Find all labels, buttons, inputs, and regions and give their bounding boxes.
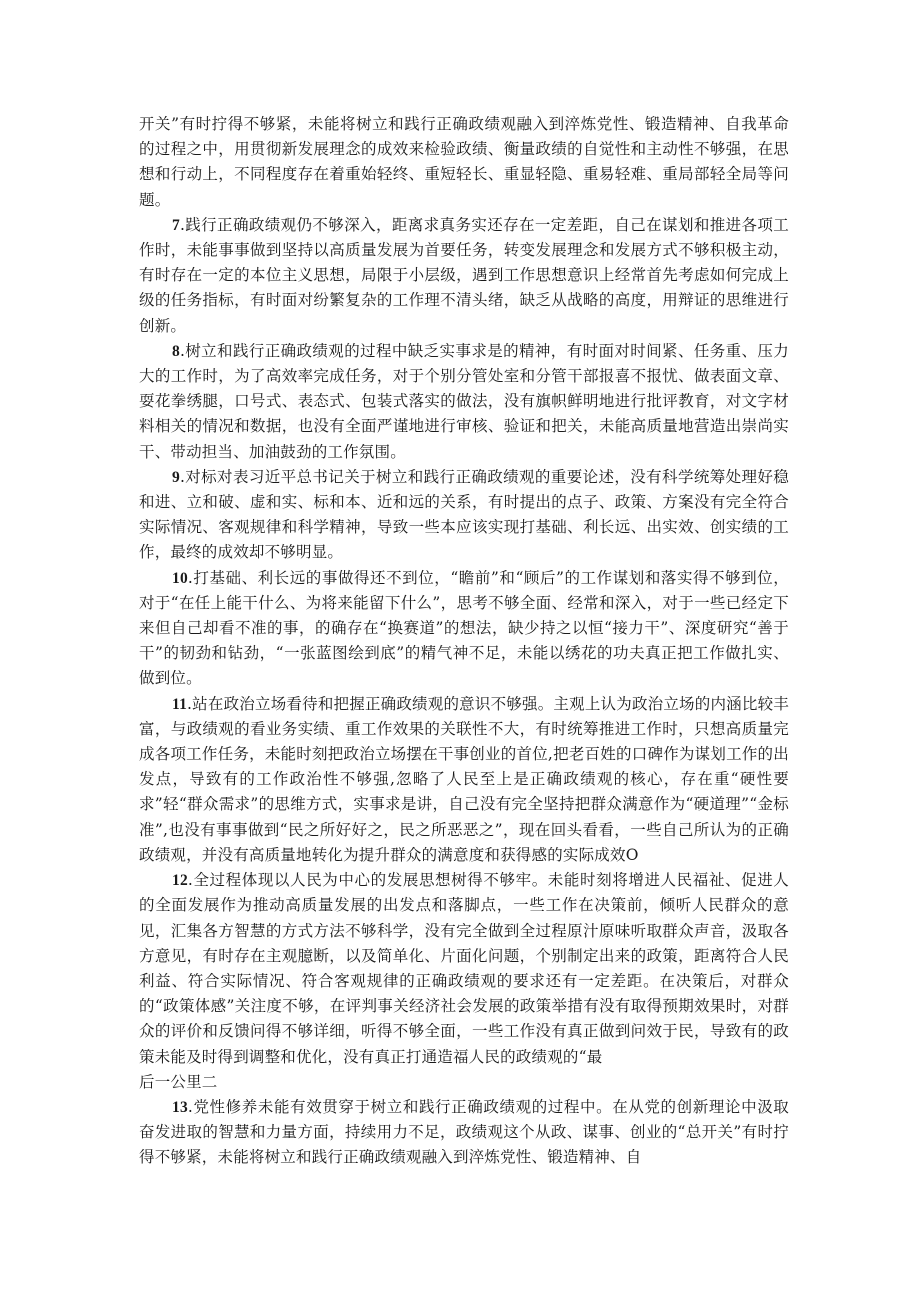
paragraph-fragment — [139, 1070, 789, 1095]
paragraph-number: 11 — [172, 695, 188, 713]
paragraph-text: .对标对表习近平总书记关于树立和践行正确政绩观的重要论述，没有科学统筹处理好稳和进、立和破、虚和实、标和本、近和远的关系，有时提出的点子、政策、方案没有完全符合实际情况、客观规律和科学精神，导致一些本应该实现打基础、利长远、出实效、创实绩的工作，最终的成效却不够明显。 — [139, 467, 789, 562]
paragraph-text: .树立和践行正确政绩观的过程中缺乏实事求是的精神，有时面对时间紧、任务重、压力大的工作时，为了高效率完成任务，对于个别分管处室和分管干部报喜不报忧、做表面文章、耍花拳绣腿，口号式、表态式、包装式落实的做法，没有旗帜鲜明地进行批评教育，对文字材料相关的情况和数据，也没有全面严谨地进行审核、验证和把关，未能高质量地营造出崇尚实干、带动担当、加油鼓劲的工作氛围。 — [139, 341, 789, 461]
paragraph-12 — [139, 868, 789, 1070]
paragraph-number: 7 — [172, 216, 180, 234]
paragraph-continued — [139, 112, 789, 213]
paragraph-11 — [139, 692, 789, 868]
paragraph-text: 开关”有时拧得不够紧，未能将树立和践行正确政绩观融入到淬炼党性、锻造精神、自我革命的过程之中，用贯彻新发展理念的成效来检验政绩、衡量政绩的自觉性和主动性不够强，在思想和行动上，不同程度存在着重始轻终、重短轻长、重显轻隐、重易轻难、重局部轻全局等问题。 — [139, 115, 789, 209]
paragraph-number: 10 — [172, 569, 188, 587]
paragraph-text: .践行正确政绩观仍不够深入，距离求真务实还存在一定差距，自己在谋划和推进各项工作时，未能事事做到坚持以高质量发展为首要任务，转变发展理念和发展方式不够积极主动，有时存在一定的本位主义思想，局限于小层级，遇到工作思想意识上经常首先考虑如何完成上级的任务指标，有时面对纷繁复杂的工作理不清头绪，缺乏从战略的高度，用辩证的思维进行创新。 — [139, 215, 789, 335]
paragraph-text: 后一公里二 — [139, 1072, 218, 1091]
paragraph-10 — [139, 566, 789, 692]
paragraph-text: .全过程体现以人民为中心的发展思想树得不够牢。未能时刻将增进人民福祉、促进人的全面发展作为推动高质量发展的出发点和落脚点，一些工作在决策前，倾听人民群众的意见，汇集各方智慧的方式方法不够科学，没有完全做到全过程原汁原味听取群众声音，汲取各方意见，有时存在主观臆断，以及简单化、片面化问题，个别制定出来的政策，距离符合人民利益、符合实际情况、符合客观规律的正确政绩观的要求还有一定差距。在决策后，对群众的“政策体感”关注度不够，在评判事关经济社会发展的政策举措有没有取得预期效果时，对群众的评价和反馈问得不够详细，听得不够全面，一些工作没有真正做到问效于民，导致有的政策未能及时得到调整和优化，没有真正打通造福人民的政绩观的“最 — [139, 871, 789, 1066]
paragraph-number: 12 — [172, 872, 188, 890]
paragraph-number: 13 — [172, 1098, 188, 1116]
paragraph-number: 8 — [172, 342, 180, 360]
paragraph-number: 9 — [172, 468, 180, 486]
paragraph-text: .党性修养未能有效贯穿于树立和践行正确政绩观的过程中。在从党的创新理论中汲取奋发进取的智慧和力量方面，持续用力不足，政绩观这个从政、谋事、创业的“总开关”有时拧得不够紧，未能将树立和践行正确政绩观融入到淬炼党性、锻造精神、自 — [139, 1097, 789, 1167]
paragraph-13 — [139, 1095, 789, 1171]
paragraph-text: .打基础、利长远的事做得还不到位，“瞻前”和“顾后”的工作谋划和落实得不够到位，对于“在任上能干什么、为将来能留下什么”，思考不够全面、经常和深入，对于一些已经定下来但自己却看不准的事，的确存在“换赛道”的想法，缺少持之以恒“接力干”、深度研究“善于干”的韧劲和钻劲，“一张蓝图绘到底”的精气神不足，未能以绣花的功夫真正把工作做扎实、做到位。 — [139, 568, 789, 688]
paragraph-7 — [139, 213, 789, 339]
paragraph-8 — [139, 339, 789, 465]
document-page — [139, 112, 789, 1171]
paragraph-9 — [139, 465, 789, 566]
paragraph-text: .站在政治立场看待和把握正确政绩观的意识不够强。主观上认为政治立场的内涵比较丰富，与政绩观的看业务实绩、重工作效果的关联性不大，有时统筹推进工作时，只想高质量完成各项工作任务，未能时刻把政治立场摆在干事创业的首位,把老百姓的口碑作为谋划工作的出发点，导致有的工作政治性不够强,忽略了人民至上是正确政绩观的核心，存在重“硬性要求”轻“群众需求”的思维方式，实事求是讲，自己没有完全坚持把群众满意作为“硬道理”“金标准”,也没有事事做到“民之所好好之，民之所恶恶之”，现在回头看看，一些自己所认为的正确政绩观，并没有高质量地转化为提升群众的满意度和获得感的实际成效O — [139, 694, 789, 864]
